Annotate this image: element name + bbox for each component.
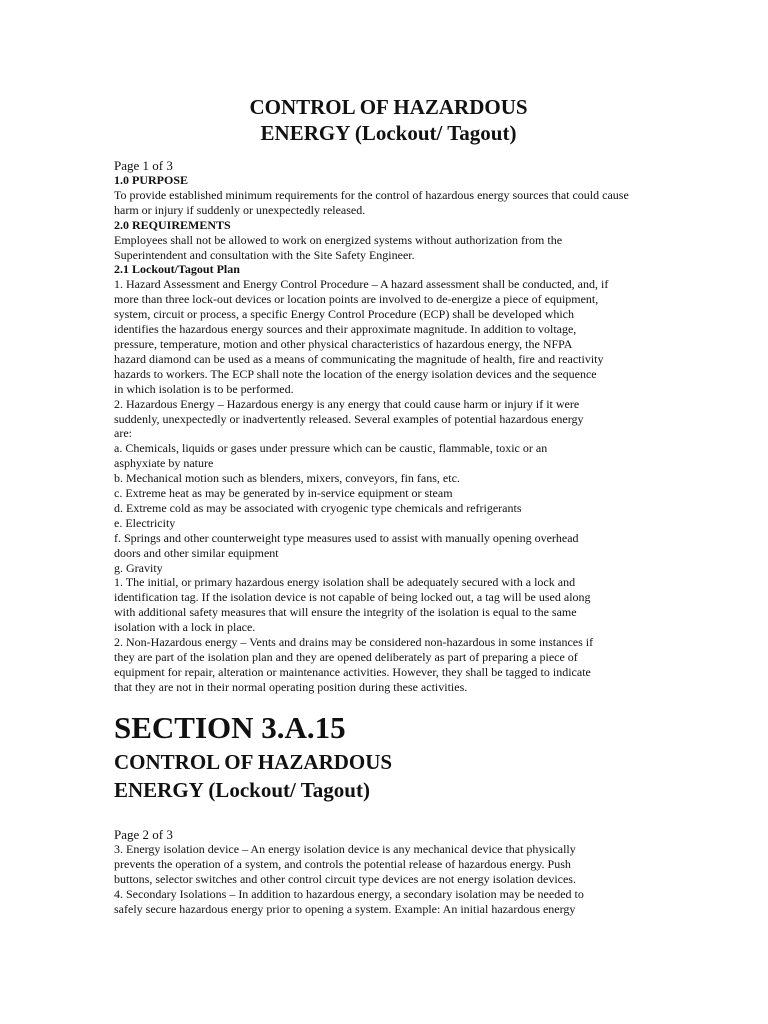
plan-line: are: [114,426,132,441]
page-1 [114,94,659,695]
section-title-line-2: ENERGY (Lockout/ Tagout) [114,778,370,802]
plan-line: e. Electricity [114,515,176,530]
plan-line: f. Springs and other counterweight type measures used to assist with manually opening overhead [114,530,579,545]
document-title-line-1: CONTROL OF HAZARDOUS [249,95,528,119]
plan-line: 1. Hazard Assessment and Energy Control Procedure – A hazard assessment shall be conducted, and, if [114,277,609,292]
plan-line: pressure, temperature, motion and other physical characteristics of hazardous energy, the NFPA [114,336,573,351]
plan-line: system, circuit or process, a specific Energy Control Procedure (ECP) shall be developed which [114,307,574,322]
page-2 [114,827,659,917]
purpose-line: To provide established minimum requirements for the control of hazardous energy sources that could cause [114,187,629,202]
section-number: SECTION 3.A.15 [114,710,346,745]
plan-line: isolation with a lock in place. [114,620,256,635]
page-2-line: 3. Energy isolation device – An energy isolation device is any mechanical device that physically [114,842,576,856]
lockout-tagout-plan-body [114,277,659,694]
document-title [114,94,659,146]
plan-line: in which isolation is to be performed. [114,381,294,396]
plan-line: a. Chemicals, liquids or gases under pressure which can be caustic, flammable, toxic or an [114,441,548,456]
plan-line: 2. Non-Hazardous energy – Vents and drains may be considered non-hazardous in some instances if [114,635,594,650]
plan-line: they are part of the isolation plan and they are opened deliberately as part of preparing a piece of [114,650,578,664]
page-2-line: safely secure hazardous energy prior to opening a system. Example: An initial hazardous energy [114,901,576,916]
document-title-line-2: ENERGY (Lockout/ Tagout) [260,121,517,145]
purpose-heading: 1.0 PURPOSE [114,173,189,187]
section-header [114,708,659,804]
purpose-line: harm or injury if suddenly or unexpectedly released. [114,202,366,217]
requirements-line: Employees shall not be allowed to work on energized systems without authorization from the [114,232,563,247]
page-number-label: Page 2 of 3 [114,827,173,842]
page-2-line: buttons, selector switches and other control circuit type devices are not energy isolation devices. [114,871,576,886]
plan-line: g. Gravity [114,560,163,575]
plan-line: c. Extreme heat as may be generated by in-service equipment or steam [114,486,453,501]
requirements-heading: 2.0 REQUIREMENTS [114,217,231,232]
plan-line: 1. The initial, or primary hazardous energy isolation shall be adequately secured with a lock and [114,575,576,590]
plan-line: b. Mechanical motion such as blenders, mixers, conveyors, fin fans, etc. [114,471,460,486]
plan-line: identification tag. If the isolation device is not capable of being locked out, a tag will be used along [114,590,591,605]
lockout-tagout-plan-heading: 2.1 Lockout/Tagout Plan [114,262,240,277]
page-2-body [114,842,659,917]
plan-line: suddenly, unexpectedly or inadvertently released. Several examples of potential hazardous energy [114,411,584,426]
section-title-line-1: CONTROL OF HAZARDOUS [114,750,393,774]
plan-line: doors and other similar equipment [114,545,279,560]
plan-line: with additional safety measures that will ensure the integrity of the isolation is equal to the same [114,605,577,620]
purpose-paragraph [114,188,659,218]
requirements-paragraph [114,233,659,263]
plan-line: that they are not in their normal operating position during these activities. [114,679,468,694]
page-2-line: 4. Secondary Isolations – In addition to hazardous energy, a secondary isolation may be needed to [114,886,584,901]
plan-line: more than three lock-out devices or location points are involved to de-energize a piece of equipment, [114,292,599,307]
plan-line: hazard diamond can be used as a means of communicating the magnitude of health, fire and reactivity [114,351,604,366]
plan-line: identifies the hazardous energy sources and their approximate magnitude. In addition to voltage, [114,322,577,337]
plan-line: equipment for repair, alteration or maintenance activities. However, they shall be tagged to indicate [114,664,591,679]
requirements-line: Superintendent and consultation with the Site Safety Engineer. [114,247,415,262]
plan-line: 2. Hazardous Energy – Hazardous energy is any energy that could cause harm or injury if it were [114,396,580,411]
plan-line: d. Extreme cold as may be associated with cryogenic type chemicals and refrigerants [114,500,522,515]
page-2-line: prevents the operation of a system, and controls the potential release of hazardous energy. Push [114,856,571,871]
plan-line: hazards to workers. The ECP shall note the location of the energy isolation devices and the sequence [114,366,597,381]
plan-line: asphyxiate by nature [114,456,214,471]
page-number-label: Page 1 of 3 [114,158,173,173]
